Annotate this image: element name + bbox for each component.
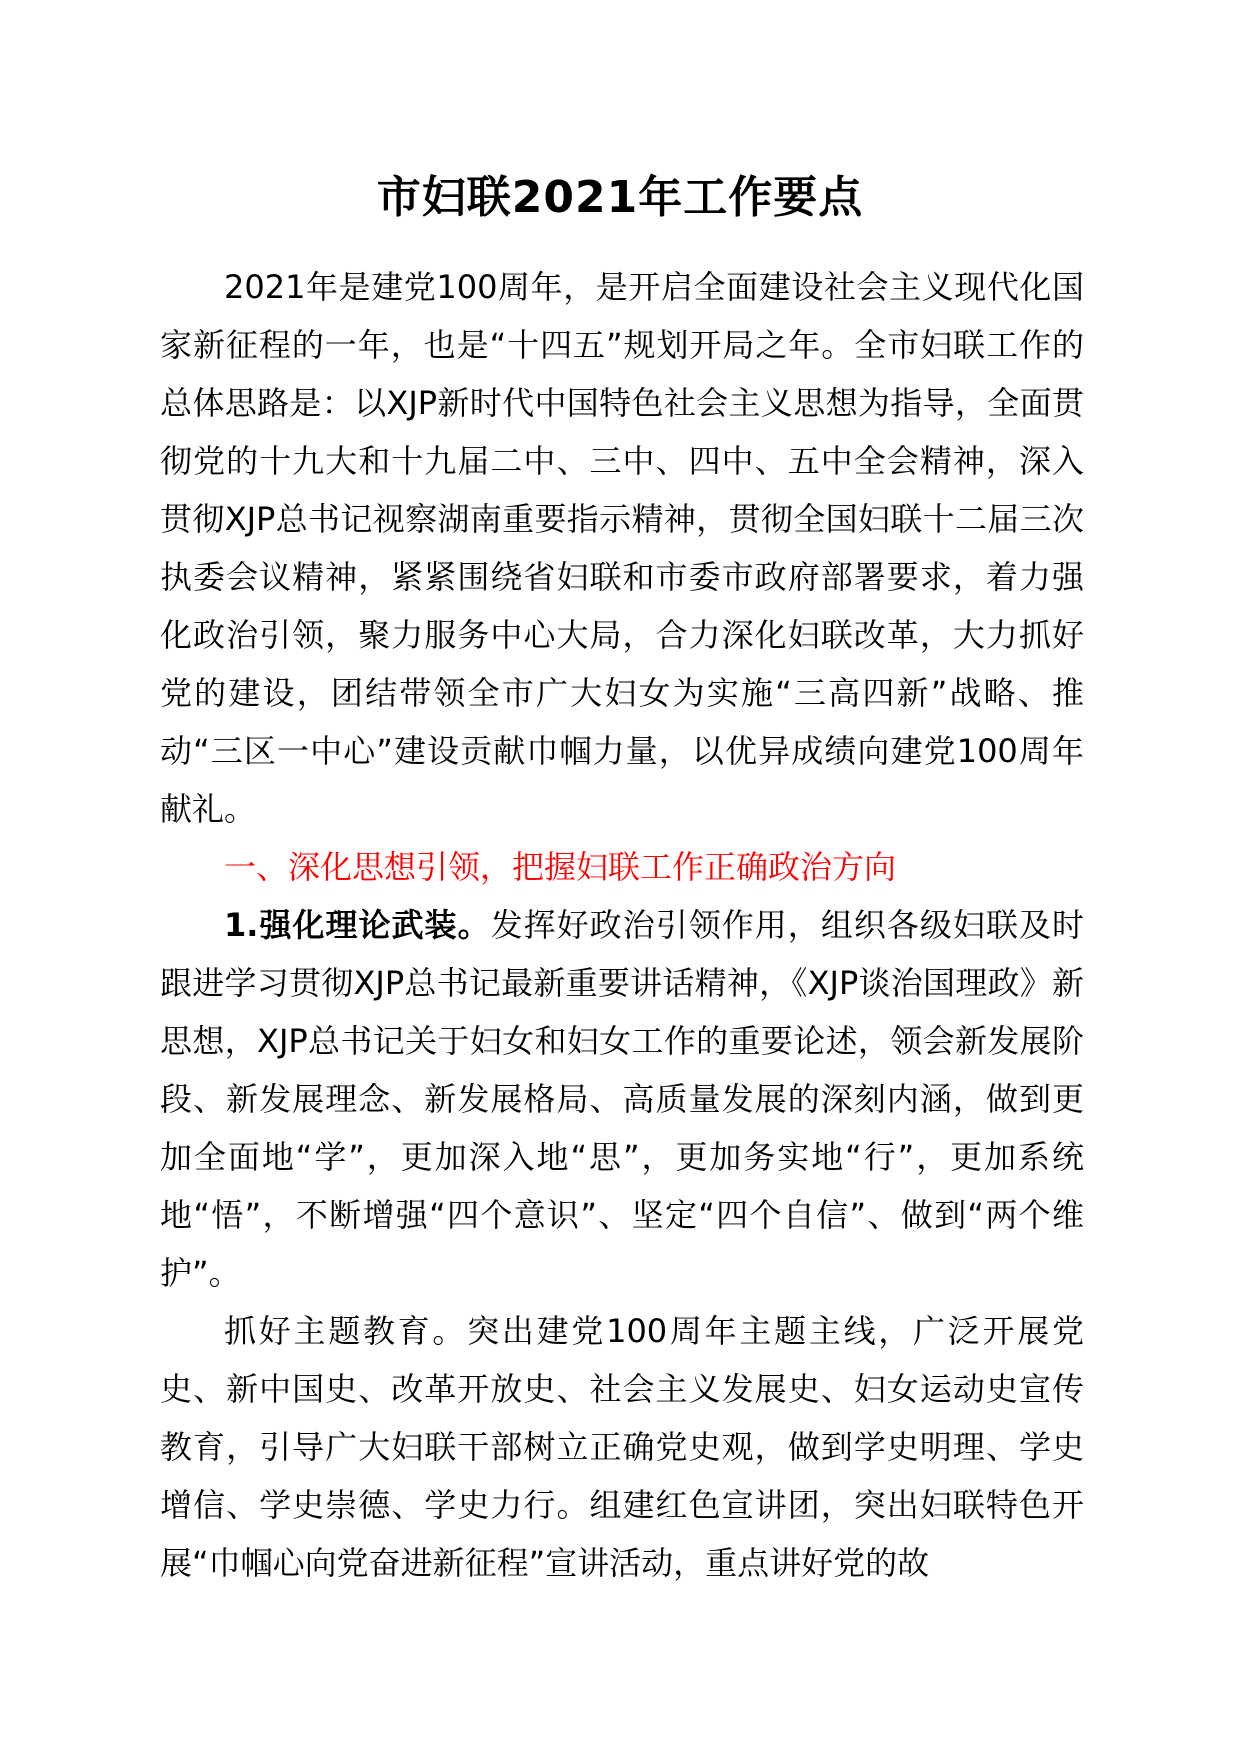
document-title: 市妇联2021年工作要点 <box>376 172 864 223</box>
document-body <box>160 258 1084 1592</box>
item1-paragraph <box>160 896 1084 1302</box>
item2-paragraph: 抓好主题教育。突出建党100周年主题主线，广泛开展党史、新中国史、改革开放史、社会主义发展史、妇女运动史宣传教育，引导广大妇联干部树立正确党史观，做到学史明理、学史增信、学史崇德、学史力行。组建红色宣讲团，突出妇联特色开展“巾帼心向党奋进新征程”宣讲活动，重点讲好党的故 <box>160 1312 1084 1582</box>
section-heading: 一、深化思想引领，把握妇联工作正确政治方向 <box>224 848 897 886</box>
intro-paragraph: 2021年是建党100周年，是开启全面建设社会主义现代化国家新征程的一年，也是“十四五”规划开局之年。全市妇联工作的总体思路是：以XJP新时代中国特色社会主义思想为指导，全面贯彻党的十九大和十九届二中、三中、四中、五中全会精神，深入贯彻XJP总书记视察湖南重要指示精神，贯彻全国妇联十二届三次执委会议精神，紧紧围绕省妇联和市委市政府部署要求，着力强化政治引领，聚力服务中心大局，合力深化妇联改革，大力抓好党的建设，团结带领全市广大妇女为实施“三高四新”战略、推动“三区一中心”建设贡献巾帼力量，以优异成绩向建党100周年献礼。 <box>160 268 1084 828</box>
item1-body: 发挥好政治引领作用，组织各级妇联及时跟进学习贯彻XJP总书记最新重要讲话精神，《XJP谈治国理政》新思想，XJP总书记关于妇女和妇女工作的重要论述，领会新发展阶段、新发展理念、新发展格局、高质量发展的深刻内涵，做到更加全面地“学”，更加深入地“思”，更加务实地“行”，更加系统地“悟”，不断增强“四个意识”、坚定“四个自信”、做到“两个维护”。 <box>160 906 1084 1292</box>
item1-lead: 1.强化理论武装。 <box>224 906 491 944</box>
